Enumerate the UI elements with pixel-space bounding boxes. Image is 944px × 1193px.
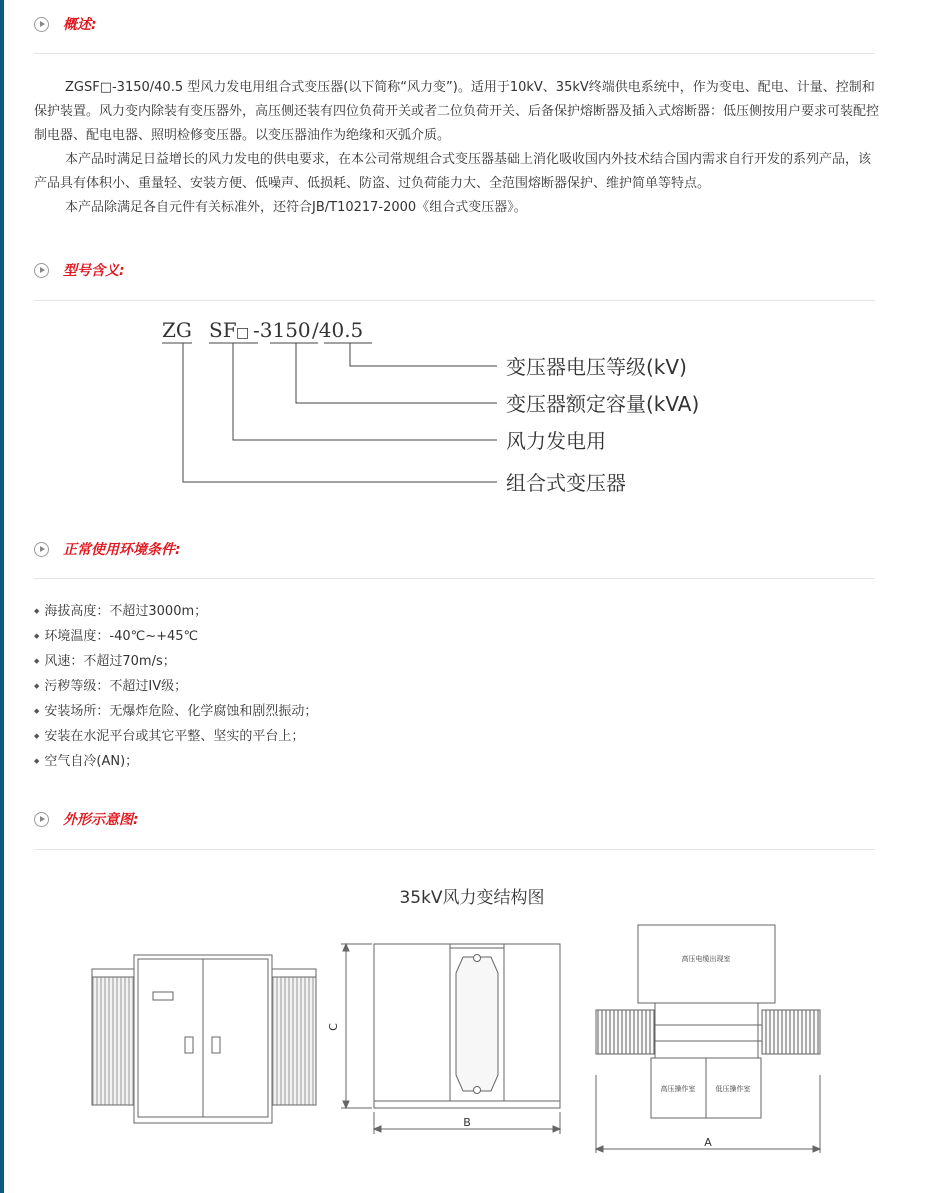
list-item: ◆ 海拔高度：不超过3000m； xyxy=(34,600,317,625)
label-rated-capacity: 变压器额定容量(kVA) xyxy=(506,392,700,416)
section-header-outline xyxy=(34,807,139,831)
front-view xyxy=(92,955,316,1123)
environment-list xyxy=(34,600,317,775)
section-title: 概述: xyxy=(63,17,97,33)
model-code-diagram xyxy=(0,305,944,505)
section-title: 外形示意图: xyxy=(63,812,139,828)
overview-paragraph-1: ZGSF□-3150/40.5 型风力发电用组合式变压器(以下简称“风力变”)。适用于10kV、35kV终端供电系统中，作为变电、配电、计量、控制和保护装置。风力变内除装有变压器外，高压侧还装有四位负荷开关或者二位负荷开关、后备保护熔断器及插入式熔断器：低压侧按用户要求可装配控制电器、配电电器、照明检修变压器。以变压器油作为绝缘和灭弧介质。 xyxy=(34,80,880,143)
overview-paragraph-3: 本产品除满足各自元件有关标准外，还符合JB/T10217-2000《组合式变压器》。 xyxy=(65,200,527,215)
play-circle-icon xyxy=(34,542,49,557)
play-circle-icon xyxy=(34,812,49,827)
dimension-b-label: B xyxy=(463,1116,471,1129)
list-item: ◆ 风速：不超过70m/s； xyxy=(34,650,317,675)
section-header-overview xyxy=(34,12,97,36)
list-item: ◆ 污秽等级：不超过IV级； xyxy=(34,675,317,700)
diagram-caption: 35kV风力变结构图 xyxy=(399,888,545,908)
side-view xyxy=(341,944,560,1134)
hv-operation-room-label: 高压操作室 xyxy=(660,1085,696,1093)
dimension-c-label: C xyxy=(327,1023,340,1031)
lv-operation-room-label: 低压操作室 xyxy=(715,1085,751,1093)
label-wind-power: 风力发电用 xyxy=(506,429,606,453)
list-item: ◆ 环境温度：-40℃~+45℃ xyxy=(34,625,317,650)
hv-cable-room-label: 高压电缆出现室 xyxy=(681,955,731,963)
list-item: ◆ 空气自冷(AN)； xyxy=(34,750,317,775)
code-box: □ xyxy=(236,325,250,341)
section-header-model xyxy=(34,258,125,282)
divider xyxy=(34,300,875,301)
code-voltage: /40.5 xyxy=(312,318,364,342)
overview-paragraph-2: 本产品时满足日益增长的风力发电的供电要求，在本公司常规组合式变压器基础上消化吸收国内外技术结合国内需求自行开发的系列产品，该产品具有体积小、重量轻、安装方便、低噪声、低损耗、防盗、过负荷能力大、全范围熔断器保护、维护简单等特点。 xyxy=(34,152,872,191)
divider xyxy=(34,849,875,850)
dimension-a-label: A xyxy=(704,1136,712,1149)
section-title: 型号含义: xyxy=(63,263,125,279)
code-sf: SF xyxy=(209,318,237,342)
divider xyxy=(34,578,875,579)
code-zg: ZG xyxy=(162,318,192,342)
structure-diagram xyxy=(0,915,944,1160)
label-combined-transformer: 组合式变压器 xyxy=(506,471,626,495)
play-circle-icon xyxy=(34,17,49,32)
section-header-environment xyxy=(34,537,181,561)
list-item: ◆ 安装场所：无爆炸危险、化学腐蚀和剧烈振动； xyxy=(34,700,317,725)
code-capacity: -3150 xyxy=(253,318,311,342)
divider xyxy=(34,53,875,54)
list-item: ◆ 安装在水泥平台或其它平整、坚实的平台上； xyxy=(34,725,317,750)
play-circle-icon xyxy=(34,263,49,278)
label-voltage-class: 变压器电压等级(kV) xyxy=(506,355,687,379)
section-title: 正常使用环境条件: xyxy=(63,542,181,558)
